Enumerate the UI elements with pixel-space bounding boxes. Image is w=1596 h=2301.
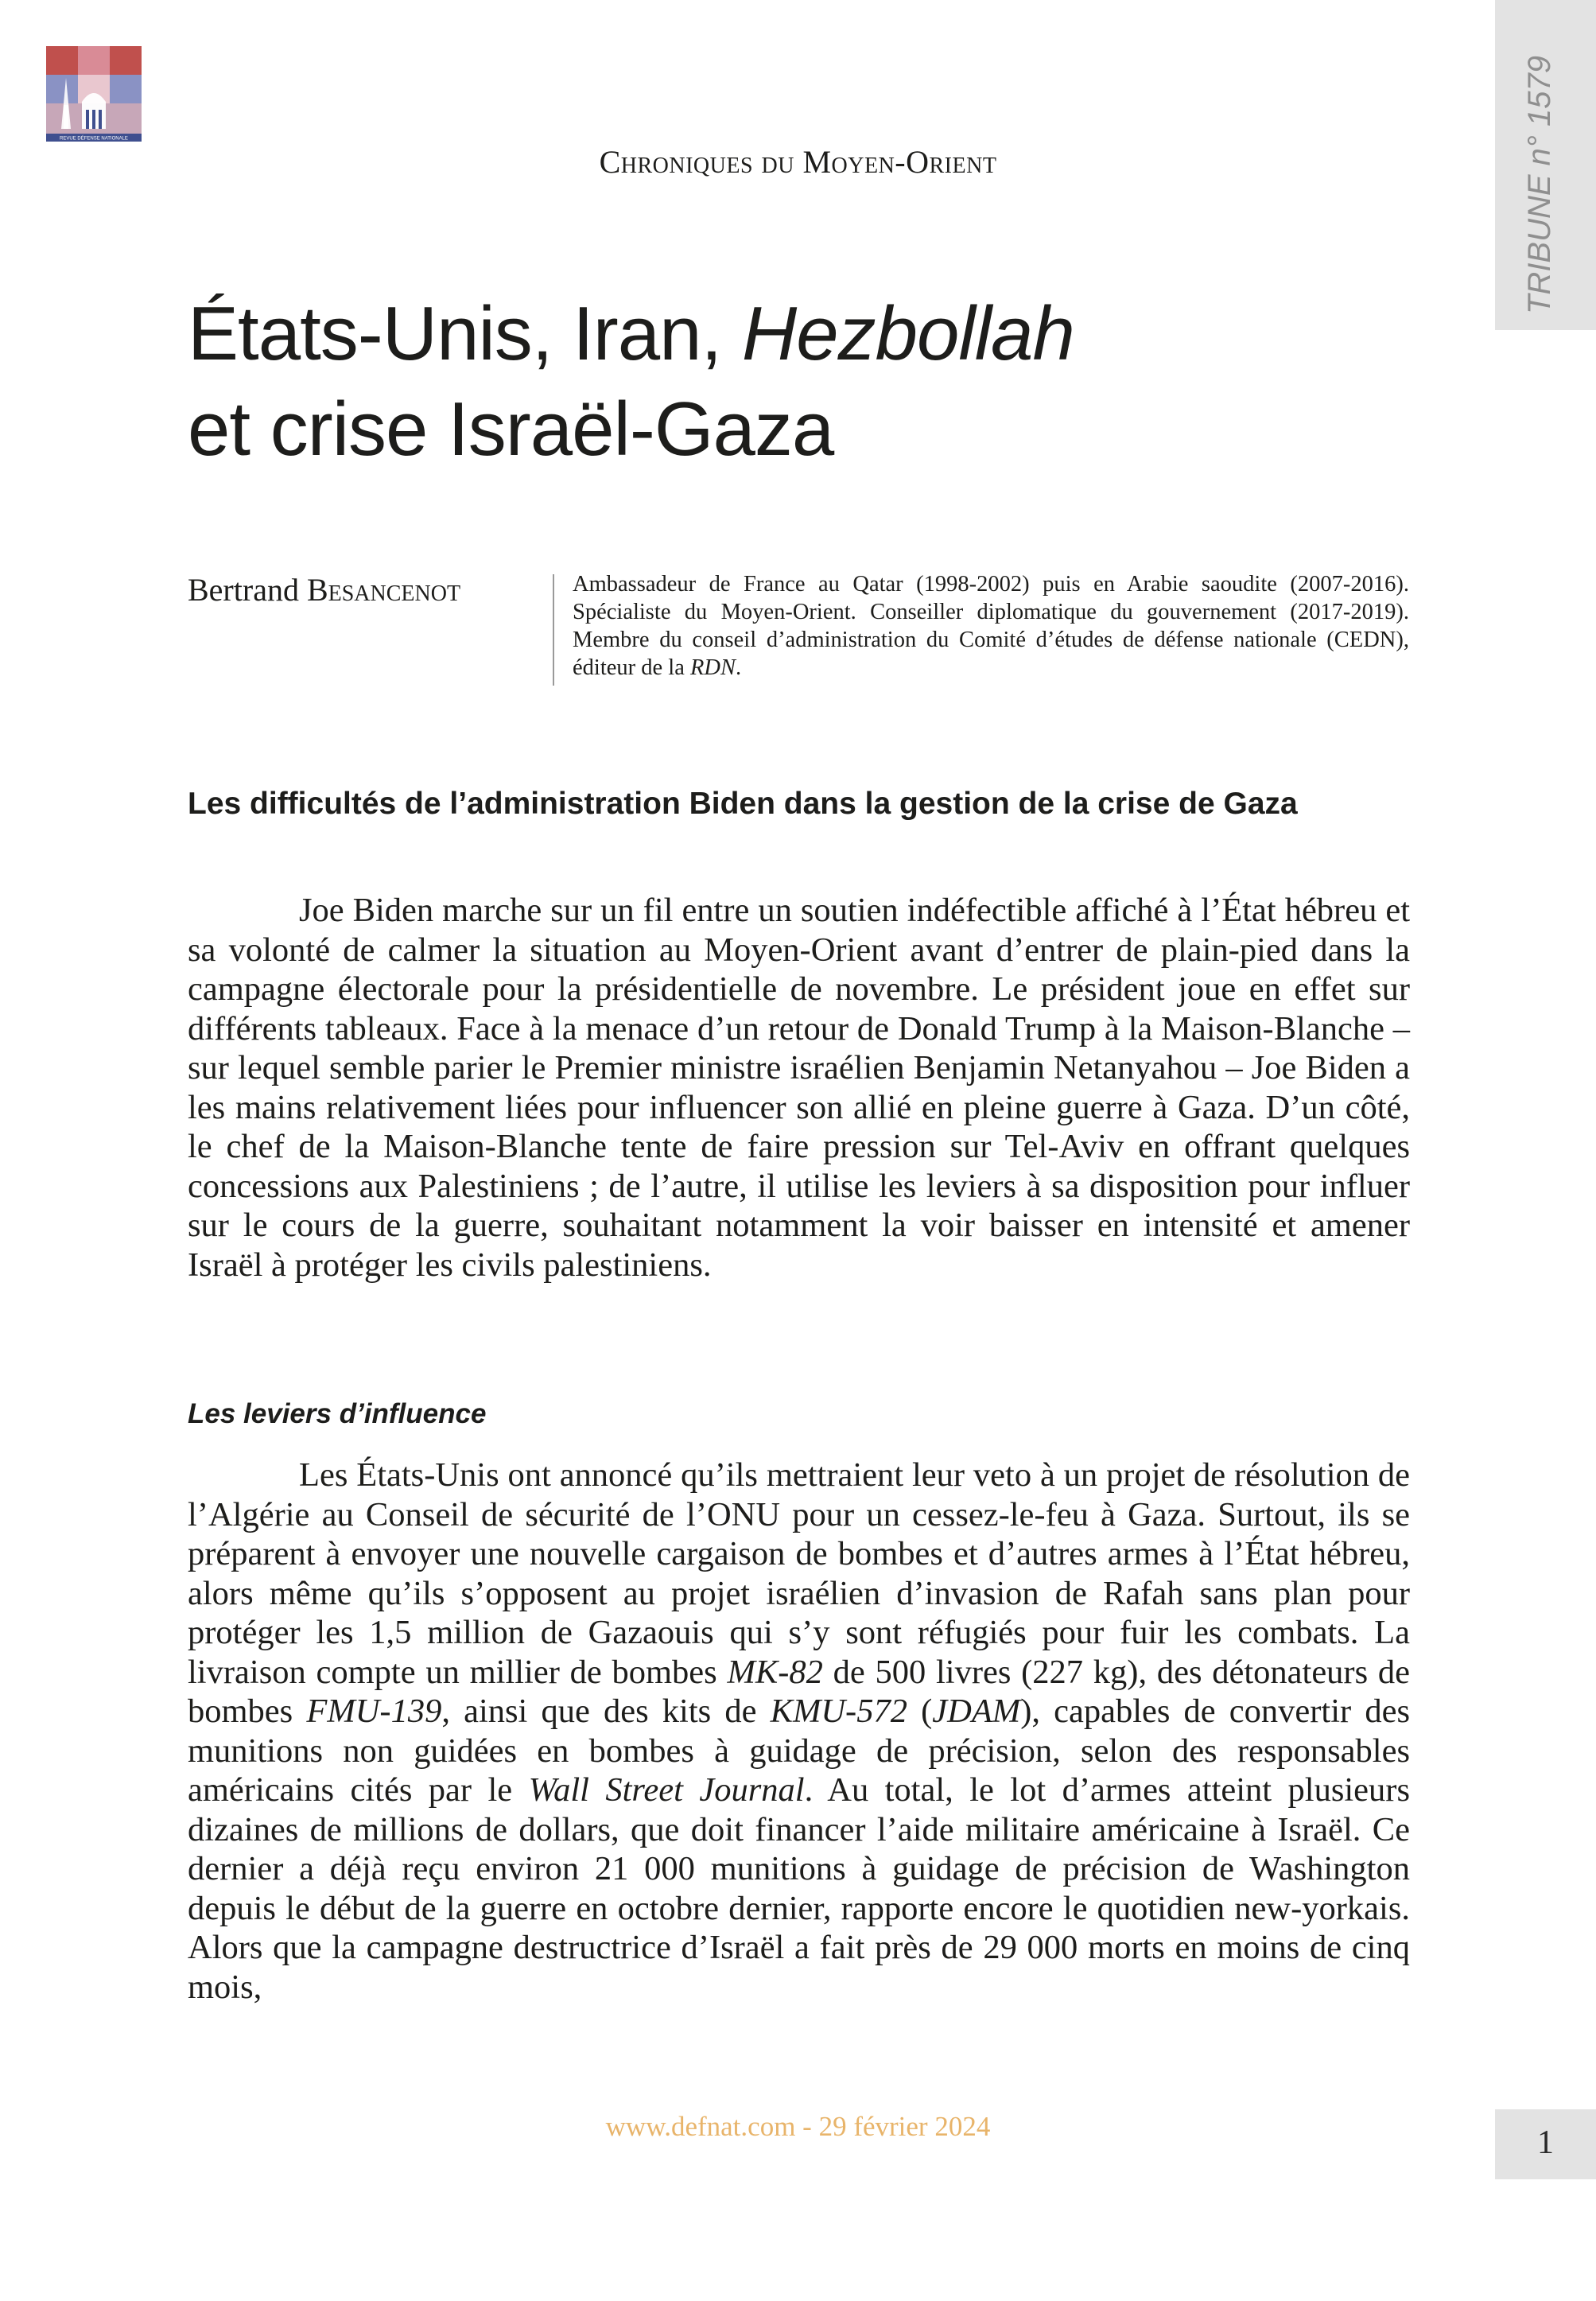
author-divider xyxy=(553,574,554,686)
tribune-number-label: TRIBUNE n° 1579 xyxy=(1522,55,1557,314)
author-name xyxy=(188,571,460,608)
p2-seg4: ( xyxy=(907,1693,933,1730)
footer-url-date[interactable]: www.defnat.com - 29 février 2024 xyxy=(605,2111,991,2142)
p2-wsj: Wall Street Journal xyxy=(528,1771,805,1809)
paragraph-2 xyxy=(188,1456,1410,2007)
article-title xyxy=(188,286,1460,477)
page-number: 1 xyxy=(1537,2124,1554,2161)
section-heading: Les difficultés de l’administration Biden dans la gestion de la crise de Gaza xyxy=(188,787,1298,821)
title-line2-text: et crise Israël-Gaza xyxy=(188,387,834,472)
rdn-logo-icon xyxy=(46,46,142,142)
subsection-heading: Les leviers d’influence xyxy=(188,1398,487,1429)
p2-fmu: FMU-139 xyxy=(306,1693,442,1730)
bio-text: Ambassadeur de France au Qatar (1998-2002) puis en Arabie saoudite (2007-2016). Spécialiste du Moyen-Orient. Conseiller diplomatique du gouvernement (2017-2019). Membre du conseil d’administration du Comité d’études de défense nationale (CEDN), éditeur de la xyxy=(573,572,1409,680)
p2-kmu: KMU-572 xyxy=(770,1693,907,1730)
p2-seg3: , ainsi que des kits de xyxy=(441,1693,771,1730)
author-bio xyxy=(573,570,1409,682)
p2-seg2: de 500 livres (227 kg), des détonateurs de bombes xyxy=(188,1653,1410,1730)
p2-seg6: . Au total, le lot d’armes atteint plusieurs dizaines de millions de dollars, que doit financer l’aide militaire américaine à Israël. Ce dernier a déjà reçu environ 21 000 munitions à guidage de précision de Washington depuis le début de la guerre en octobre dernier, rapporte encore le quotidien new-yorkais. Alors que la campagne destructrice d’Israël a fait près de 29 000 morts en moins de cinq mois, xyxy=(188,1771,1410,2006)
bio-end: . xyxy=(735,655,742,680)
logo-caption: REVUE DÉFENSE NATIONALE xyxy=(60,136,128,142)
p2-jdam: JDAM xyxy=(932,1693,1021,1730)
paragraph-1: Joe Biden marche sur un fil entre un soutien indéfectible affiché à l’État hébreu et sa volonté de calmer la situation au Moyen-Orient avant d’entrer de plain-pied dans la campagne électorale pour la présidentielle de novembre. Le président joue en effet sur différents tableaux. Face à la menace d’un retour de Donald Trump à la Maison-Blanche – sur lequel semble parier le Premier ministre israélien Benjamin Netanyahou – Joe Biden a les mains relativement liées pour influencer son allié en pleine guerre à Gaza. D’un côté, le chef de la Maison-Blanche tente de faire pression sur Tel-Aviv en offrant quelques concessions aux Palestiniens ; de l’autre, il utilise les leviers à sa disposition pour influer sur le cours de la guerre, souhaitant notamment la voir baisser en intensité et amener Israël à protéger les civils palestiniens. xyxy=(188,892,1410,1284)
p2-seg5: ), capables de convertir des munitions non guidées en bombes à guidage de précision, selon des responsables américains cités par le xyxy=(188,1693,1410,1809)
series-title: Chroniques du Moyen-Orient xyxy=(599,144,997,180)
title-line1-italic: Hezbollah xyxy=(741,291,1074,376)
title-line1-text: États-Unis, Iran, xyxy=(188,291,742,376)
p2-seg1: Les États-Unis ont annoncé qu’ils mettraient leur veto à un projet de résolution de l’Algérie au Conseil de sécurité de l’ONU pour un cessez-le-feu à Gaza. Surtout, ils se préparent à envoyer une nouvelle cargaison de bombes et d’autres armes à l’État hébreu, alors même qu’ils s’opposent au projet israélien d’invasion de Rafah sans plan pour protéger les 1,5 million de Gazaouis qui s’y sont réfugiés pour fuir les combats. La livraison compte un millier de bombes xyxy=(188,1456,1410,1691)
p2-mk82: MK-82 xyxy=(727,1653,823,1691)
author-first-name: Bertrand xyxy=(188,572,299,608)
bio-italic: RDN xyxy=(689,655,736,680)
author-last-name: Besancenot xyxy=(306,572,461,608)
